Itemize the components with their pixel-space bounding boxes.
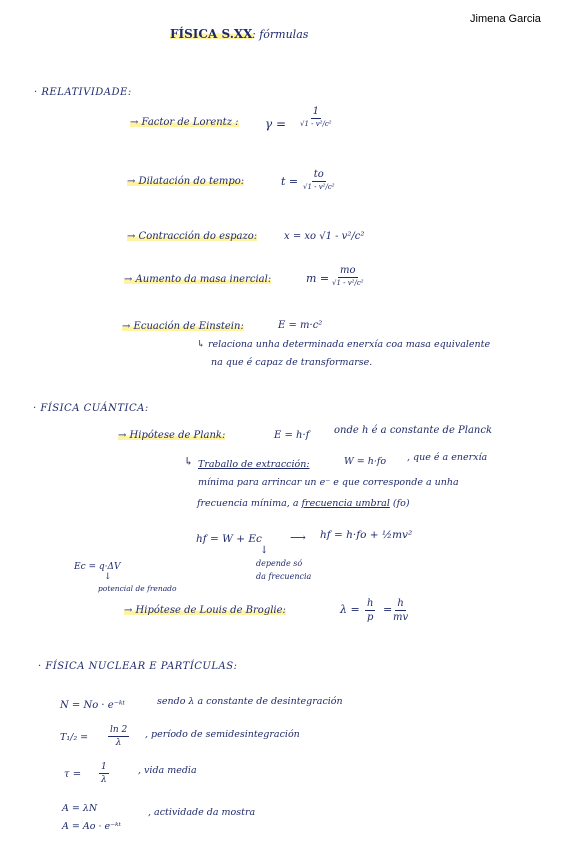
traballo-equation: W = h·fo — [344, 456, 387, 467]
masa-numerator: mo — [340, 265, 356, 276]
traballo-label: Traballo de extracción: — [198, 459, 310, 470]
broglie-numerator-1: h — [367, 598, 374, 609]
balance-left: hf = W + Ec — [196, 533, 262, 545]
traballo-text-line2: mínima para arrincar un e⁻ e que corresponde a unha — [198, 477, 459, 488]
section-heading-cuantica: · FÍSICA CUÁNTICA: — [33, 403, 149, 414]
masa-label: → Aumento da masa inercial: — [124, 274, 272, 285]
einstein-note-line1: ↳ relaciona unha determinada enerxía coa masa equivalente — [197, 339, 491, 350]
lorentz-label: → Factor de Lorentz : — [130, 117, 239, 128]
section-heading-nuclear: · FÍSICA NUCLEAR E PARTÍCULAS: — [38, 661, 238, 672]
broglie-fraction-1 — [365, 599, 375, 623]
einstein-equation: E = m·c² — [278, 320, 323, 331]
activity-text: , actividade da mostra — [148, 807, 256, 818]
tempo-numerator: to — [313, 169, 324, 180]
author-name: Jimena Garcia — [470, 13, 541, 25]
plank-constant-text: onde h é a constante de Planck — [334, 425, 493, 436]
broglie-fraction-2 — [393, 599, 408, 623]
frecuencia-umbral: frecuencia umbral — [301, 498, 390, 509]
page-title: FÍSICA S.XX — [170, 27, 253, 41]
tau-fraction — [99, 763, 109, 785]
lorentz-fraction — [300, 107, 332, 128]
broglie-denominator-1: p — [367, 612, 374, 623]
tempo-lhs: t = — [281, 175, 299, 188]
broglie-label: → Hipótese de Louis de Broglie: — [124, 605, 286, 616]
broglie-denominator-2: mv — [393, 612, 409, 623]
lorentz-lhs: γ = — [265, 117, 287, 131]
half-life-fraction — [108, 726, 129, 748]
balance-right: hf = h·fo + ½mv² — [320, 529, 413, 541]
depende-line1: depende só — [256, 559, 303, 568]
page-subtitle: : fórmulas — [252, 28, 309, 41]
ec-equation: Ec = q·ΔV — [74, 562, 121, 572]
depende-line2: da frecuencia — [256, 572, 312, 581]
traballo-text-line3-start: frecuencia mínima, a — [197, 498, 299, 509]
broglie-equals: = — [383, 603, 393, 616]
traballo-text-line1: , que é a enerxía — [407, 452, 488, 463]
broglie-lhs: λ = — [340, 603, 360, 616]
depende-arrow: ↓ — [260, 545, 269, 556]
lorentz-numerator: 1 — [312, 106, 319, 117]
tempo-label: → Dilatación do tempo: — [127, 176, 245, 187]
tau-denominator: λ — [101, 775, 107, 785]
potencial-frenado-label: potencial de frenado — [98, 584, 177, 593]
activity-equation-2: A = Ao · e⁻ᵏᵗ — [62, 821, 121, 832]
half-life-numerator: ln 2 — [110, 725, 128, 735]
activity-equation-1: A = λN — [62, 803, 98, 814]
tau-lhs: τ = — [64, 769, 82, 780]
half-life-text: , período de semidesintegración — [145, 729, 300, 740]
decay-equation: N = No · e⁻ᵏᵗ — [60, 700, 126, 711]
masa-denominator: √1 - v²/c² — [332, 279, 364, 287]
traballo-text-line3 — [197, 499, 410, 509]
ec-arrow: ↓ — [104, 572, 112, 582]
lorentz-denominator: √1 - v²/c² — [300, 120, 332, 128]
balance-arrow: ⟶ — [290, 531, 306, 544]
espazo-label: → Contracción do espazo: — [127, 231, 258, 242]
einstein-note-line2: na que é capaz de transformarse. — [211, 357, 373, 368]
section-heading-relatividade: · RELATIVIDADE: — [34, 87, 132, 98]
half-life-denominator: λ — [115, 738, 122, 748]
tempo-fraction — [303, 170, 335, 191]
espazo-equation: x = xo √1 - v²/c² — [284, 231, 365, 242]
tau-numerator: 1 — [101, 762, 107, 772]
plank-equation: E = h·f — [274, 430, 310, 441]
traballo-arrow: ↳ — [184, 455, 194, 468]
masa-lhs: m = — [306, 272, 330, 285]
einstein-label: → Ecuación de Einstein: — [122, 321, 244, 332]
tempo-denominator: √1 - v²/c² — [303, 183, 335, 191]
tau-text: , vida media — [138, 765, 197, 776]
masa-fraction — [332, 266, 364, 287]
broglie-numerator-2: h — [397, 598, 404, 609]
half-life-lhs: T₁/₂ = — [60, 732, 89, 743]
decay-text: sendo λ a constante de desintegración — [157, 696, 343, 707]
frecuencia-umbral-symbol: (fo) — [392, 498, 410, 509]
plank-label: → Hipótese de Plank: — [118, 430, 226, 441]
